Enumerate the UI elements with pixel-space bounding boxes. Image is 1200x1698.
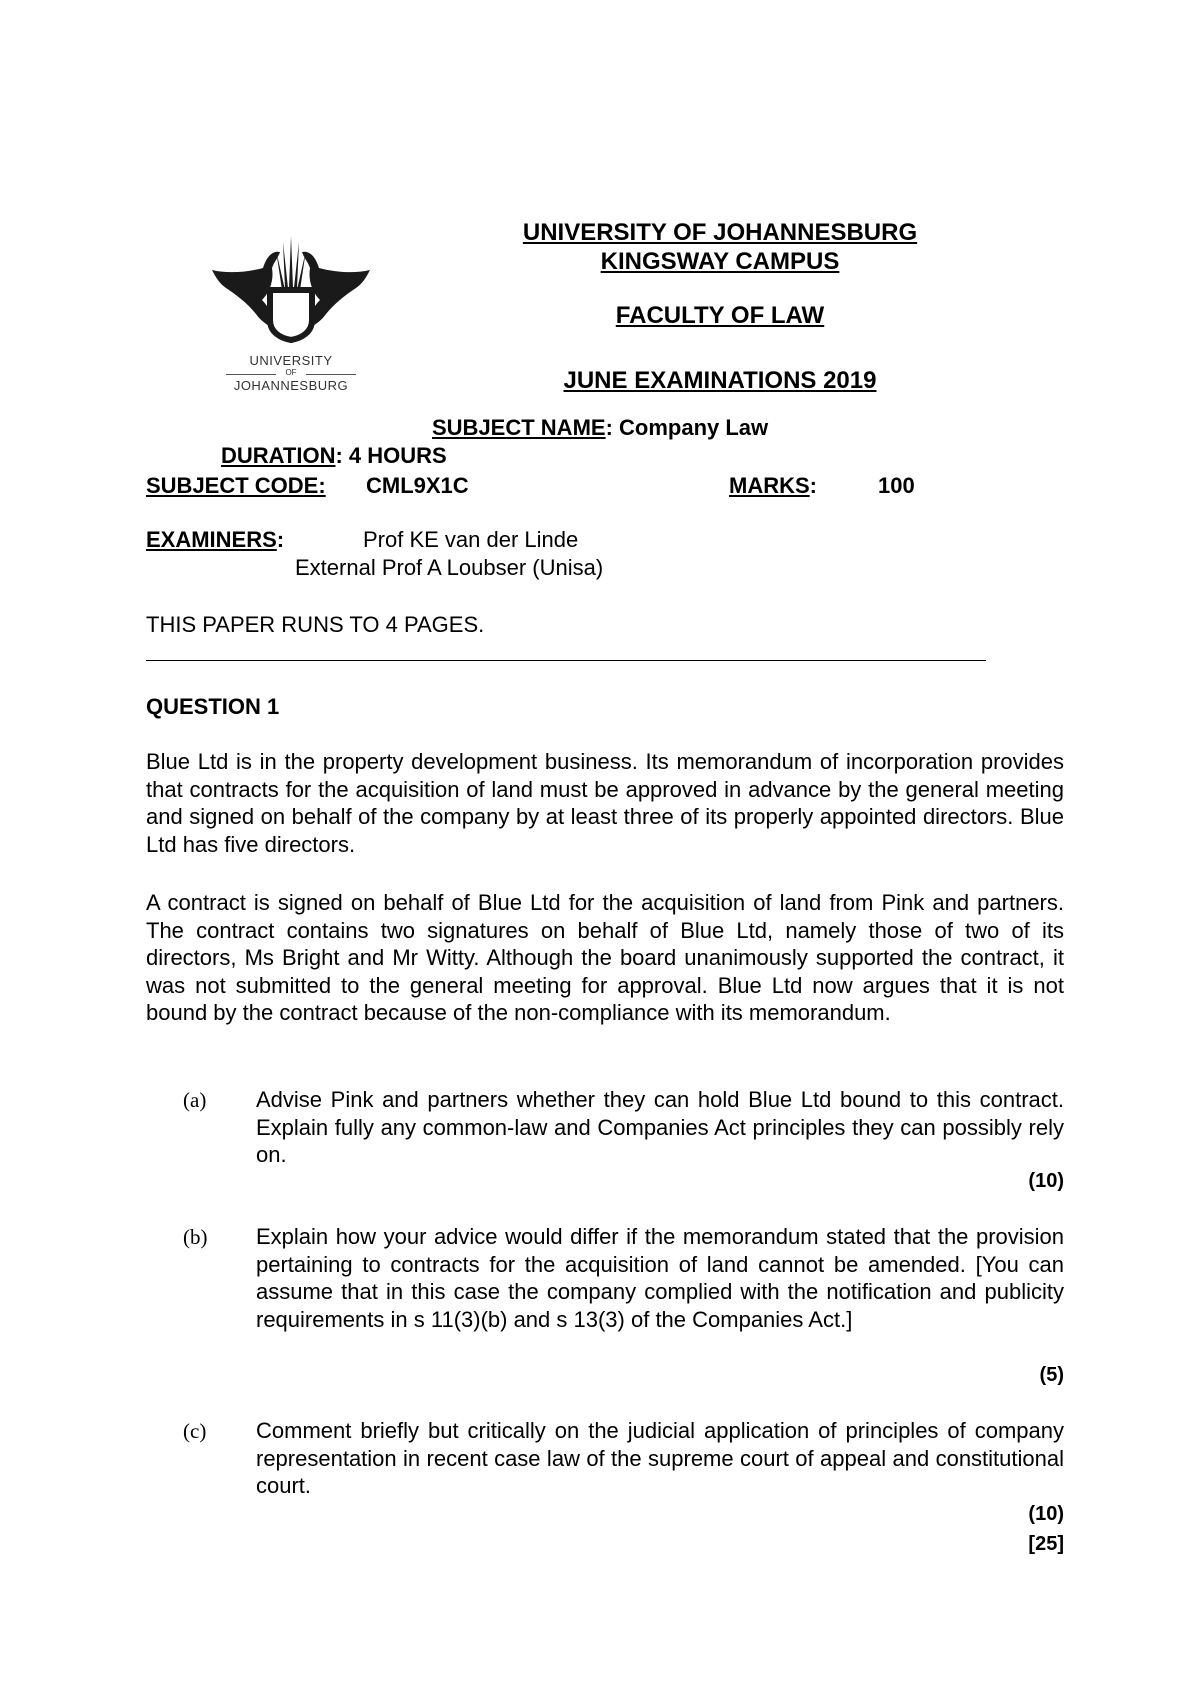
examiner-internal: Prof KE van der Linde xyxy=(363,527,579,552)
part-c-label: (c) xyxy=(183,1419,207,1443)
question-total-marks: [25] xyxy=(1028,1533,1064,1555)
examiners-label: EXAMINERS xyxy=(146,527,277,552)
examiner-external: External Prof A Loubser (Unisa) xyxy=(295,555,604,580)
question-paragraph-2: A contract is signed on behalf of Blue Ltd for the acquisition of land from Pink and partners. The contract contains two signatures on behalf of Blue Ltd, namely those of two of its directors, Ms Bright and Mr Witty. Although the board unanimously supported the contract, it was not submitted to the general meeting for approval. Blue Ltd now argues that it is not bound by the contract because of the non-compliance with its memorandum. xyxy=(146,890,1064,1025)
campus-name: KINGSWAY CAMPUS xyxy=(600,248,840,275)
question-paragraph-1: Blue Ltd is in the property development business. Its memorandum of incorporation provides that contracts for the acquisition of land must be approved in advance by the general meeting and signed on behalf of the company by at least three of its properly appointed directors. Blue Ltd has five directors. xyxy=(146,749,1064,857)
duration-value: : 4 HOURS xyxy=(335,443,447,468)
examiners-row xyxy=(146,527,284,553)
marks-value: 100 xyxy=(878,473,915,498)
part-b-text: Explain how your advice would differ if the memorandum stated that the provision pertaining to contracts for the acquisition of land cannot be amended. [You can assume that in this case the company complied with the notification and publicity requirements in s 11(3)(b) and s 13(3) of the Companies Act.] xyxy=(256,1224,1064,1332)
subject-code-value: CML9X1C xyxy=(366,473,469,498)
bird-crest-icon xyxy=(208,228,374,348)
duration-row xyxy=(221,443,447,469)
logo-text-of-label: OF xyxy=(285,368,297,377)
question-title: QUESTION 1 xyxy=(146,694,280,719)
part-b-marks: (5) xyxy=(1039,1364,1064,1386)
duration-label: DURATION xyxy=(221,443,336,468)
subject-name-value: : Company Law xyxy=(605,415,769,440)
marks-colon: : xyxy=(809,473,817,498)
logo-text-university: UNIVERSITY xyxy=(249,353,333,368)
examiners-colon: : xyxy=(276,527,285,552)
faculty-name: FACULTY OF LAW xyxy=(615,302,825,329)
subject-name-row xyxy=(432,415,768,441)
university-logo xyxy=(208,228,374,393)
part-c-text: Comment briefly but critically on the judicial application of principles of company representation in recent case law of the supreme court of appeal and constitutional court. xyxy=(256,1418,1064,1498)
part-a-marks: (10) xyxy=(1028,1170,1064,1192)
university-name: UNIVERSITY OF JOHANNESBURG xyxy=(522,219,918,246)
marks-row xyxy=(729,473,817,499)
part-c-marks: (10) xyxy=(1028,1503,1064,1525)
part-a-label: (a) xyxy=(183,1088,207,1112)
separator-line xyxy=(146,660,986,661)
logo-text-johannesburg: JOHANNESBURG xyxy=(233,378,349,393)
subject-name-label: SUBJECT NAME xyxy=(432,415,606,440)
subject-code-label: SUBJECT CODE: xyxy=(146,473,326,498)
part-b-label: (b) xyxy=(183,1225,208,1249)
marks-label: MARKS xyxy=(729,473,810,498)
exam-session: JUNE EXAMINATIONS 2019 xyxy=(563,367,877,394)
part-a-text: Advise Pink and partners whether they can hold Blue Ltd bound to this contract. Explain fully any common-law and Companies Act principles they can possibly rely on. xyxy=(256,1087,1064,1167)
page-count-note: THIS PAPER RUNS TO 4 PAGES. xyxy=(146,612,485,637)
